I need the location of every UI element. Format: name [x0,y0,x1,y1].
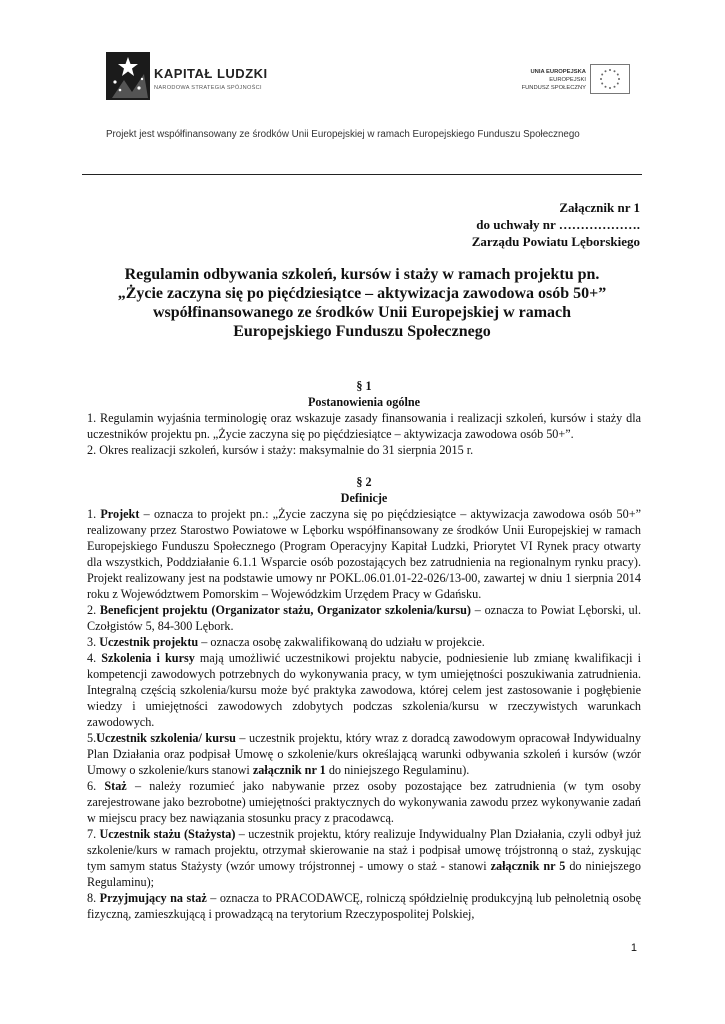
definition-3-term: Uczestnik projektu [99,635,199,649]
definition-1-term: Projekt [100,507,140,521]
definition-5-term: Uczestnik szkolenia/ kursu [96,731,236,745]
definition-2-number: 2. [87,603,100,617]
definition-7-text-a: – uczestnik projektu, który realizuje Indywidualny Plan Działania, czyli odbył już szkolenie/kurs w ramach projektu, otrzymał skierowanie na staż i podpisał umowę trójstronną o staż, zyskując tym samym status Stażysty (wzór umowy trójstronnej - umowy o staż - stanowi [87,827,641,873]
definition-5-text-b: do niniejszego Regulaminu). [325,763,470,777]
definition-1 [87,506,641,602]
definition-8-number: 8. [87,891,100,905]
section-1-paragraph-1: 1. Regulamin wyjaśnia terminologię oraz wskazuje zasady finansowania i realizacji szkoleń, kursów i staży dla uczestników projektu pn. „Życie zaczyna się po pięćdziesiątce – aktywizacja zawodowa osób 50+”. [87,411,641,441]
definition-5-annex-ref: załącznik nr 1 [252,763,326,777]
annex-block [472,199,640,250]
section-1-number: § 1 [356,379,372,393]
eu-flag-icon [590,64,630,94]
kapital-ludzki-subtitle: NARODOWA STRATEGIA SPÓJNOŚCI [154,85,262,91]
definition-4-text: mają umożliwić uczestnikowi projektu nabycie, podniesienie lub zmianę kwalifikacji i kompetencji zawodowych potrzebnych do wykonywania pracy, w tym umiejętności poszukiwania zatrudnienia. Integralną częścią szkolenia/kursu może być praktyka zawodowa, której celem jest zastosowanie i pogłębienie wiedzy i umiejętności zawodowych zdobytych podczas szkolenia/kursu w rzeczywistych warunkach zawodowych. [87,651,641,729]
definition-8-text: – oznacza to PRACODAWCĘ, rolniczą spółdzielnię produkcyjną lub pełnoletnią osobę fizyczną, zamieszkującą i prowadzącą na terytorium Rzeczypospolitej Polskiej, [87,891,641,921]
definition-6 [87,778,641,826]
definition-4-term: Szkolenia i kursy [101,651,195,665]
definition-1-text: – oznacza to projekt pn.: „Życie zaczyna się po pięćdziesiątce – aktywizacja zawodowa osób 50+” realizowany przez Starostwo Powiatowe w Lęborku współfinansowany ze środków Unii Europejskiej w ramach Europejskiego Funduszu Społecznego (Program Operacyjny Kapitał Ludzki, Priorytet VI Rynek pracy otwarty dla wszystkich, Poddziałanie 6.1.1 Wsparcie osób pozostających bez zatrudnienia na regionalnym rynku pracy). Projekt realizowany jest na podstawie umowy nr POKL.06.01.01-22-026/13-00, zawartej w dniu 1 sierpnia 2014 roku z Województwem Pomorskim – Wojewódzkim Urzędem Pracy w Gdańsku. [87,507,641,601]
section-1-paragraph-2: 2. Okres realizacji szkoleń, kursów i staży: maksymalnie do 31 sierpnia 2015 r. [87,443,474,457]
title-line-3: współfinansowanego ze środków Unii Europejskiej w ramach [152,304,572,321]
kapital-ludzki-logo [106,52,276,102]
section-1-heading: Postanowienia ogólne [307,395,421,409]
cofinancing-statement: Projekt jest współfinansowany ze środków Unii Europejskiej w ramach Europejskiego Funduszu Społecznego [106,129,580,140]
definition-4 [87,650,641,730]
eu-line-3: FUNDUSZ SPOŁECZNY [521,85,586,91]
eu-logo-text [522,68,586,92]
annex-board: Zarządu Powiatu Lęborskiego [471,234,640,249]
definition-5 [87,730,641,778]
eu-line-2: EUROPEJSKI [549,77,586,83]
kapital-ludzki-mark-icon [106,52,150,100]
page-number: 1 [630,942,637,954]
definition-7 [87,826,641,890]
definition-5-number: 5. [87,731,97,745]
definition-8-term: Przyjmujący na staż [99,891,207,905]
definition-7-term: Uczestnik stażu (Stażysta) [99,827,236,841]
title-line-2: „Życie zaczyna się po pięćdziesiątce – aktywizacja zawodowa osób 50+” [117,285,607,302]
definition-2 [87,602,641,634]
definition-5-text-a: – uczestnik projektu, który wraz z doradcą zawodowym opracował Indywidualny Plan Działania oraz podpisał Umowę o szkolenie/kurs określającą warunki odbywania szkoleń i kursów (wzór Umowy o szkolenie/kurs stanowi [87,731,641,777]
eu-line-1: UNIA EUROPEJSKA [530,69,586,75]
definition-2-term: Beneficjent projektu (Organizator stażu, Organizator szkolenia/kursu) [99,603,471,617]
definition-3-number: 3. [87,635,100,649]
definition-2-text: – oznacza to Powiat Lęborski, ul. Czołgistów 5, 84-300 Lębork. [87,603,642,633]
annex-resolution: do uchwały nr ………………. [476,217,640,232]
title-line-1: Regulamin odbywania szkoleń, kursów i staży w ramach projektu pn. [124,266,600,283]
definition-7-text-b: do niniejszego Regulaminu); [87,859,641,889]
definition-6-text: – należy rozumieć jako nabywanie przez osoby pozostające bez zatrudnienia (w tym osoby zarejestrowane jako bezrobotne) umiejętności praktycznych do wykonywania zawodu przez wykonywanie zadań w miejscu pracy bez nawiązania stosunku pracy z pracodawcą. [87,779,642,825]
definition-6-number: 6. [87,779,105,793]
title-line-4: Europejskiego Funduszu Społecznego [233,323,491,340]
eu-logo [510,62,630,102]
header-divider [82,174,642,175]
definition-1-number: 1. [87,507,101,521]
annex-number: Załącznik nr 1 [559,200,640,215]
kapital-ludzki-name: KAPITAŁ LUDZKI [154,66,268,81]
definition-4-number: 4. [87,651,102,665]
document-body [87,378,641,922]
section-2-number: § 2 [356,475,372,489]
definition-7-number: 7. [87,827,100,841]
document-title [82,265,642,341]
definition-7-annex-ref: załącznik nr 5 [490,859,566,873]
definition-3 [87,634,641,650]
definition-8 [87,890,641,922]
section-2-heading: Definicje [340,491,388,505]
definition-3-text: – oznacza osobę zakwalifikowaną do udziału w projekcie. [198,635,485,649]
definition-6-term: Staż [104,779,127,793]
